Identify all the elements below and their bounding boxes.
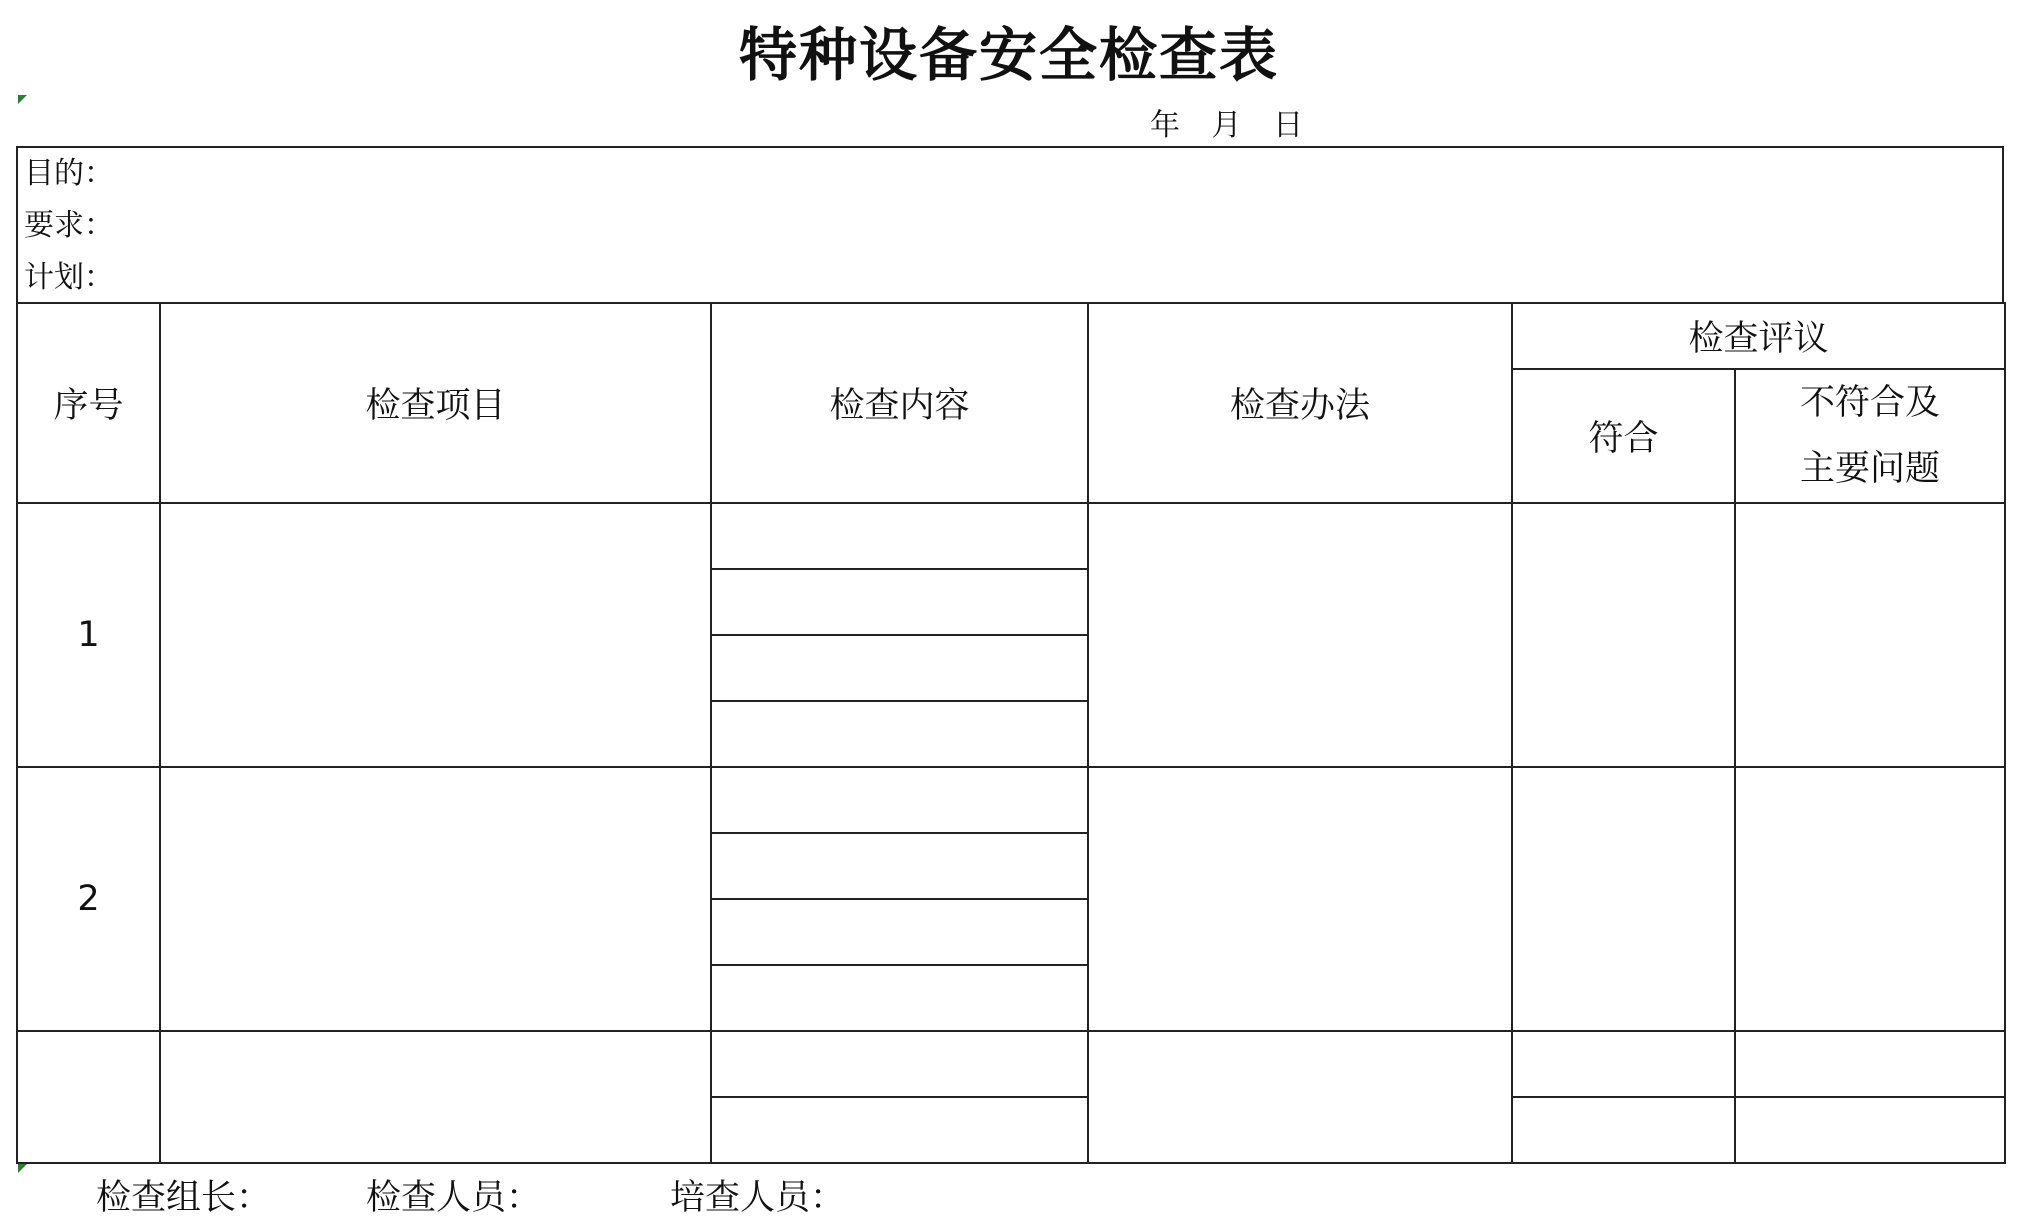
date-month: 月: [1211, 108, 1242, 143]
header-item: 检查项目: [160, 303, 711, 503]
row-content-cell[interactable]: [711, 569, 1088, 635]
cell-corner-marker: [18, 1164, 27, 1173]
header-review: 检查评议: [1512, 303, 2005, 369]
row-content-cell[interactable]: [711, 767, 1088, 833]
row-seq[interactable]: [17, 1031, 160, 1163]
row-item-cell[interactable]: [160, 503, 711, 767]
cell-corner-marker: [18, 95, 27, 104]
row-conform-cell[interactable]: [1512, 1031, 1735, 1097]
footer-trainees-label: 培查人员：: [670, 1178, 846, 1218]
header-seq: 序号: [17, 303, 160, 503]
row-nonconform-cell[interactable]: [1735, 1097, 2005, 1163]
footer-leader-label: 检查组长：: [96, 1178, 272, 1218]
date-line: [1150, 100, 1325, 144]
row-conform-cell[interactable]: [1512, 767, 1735, 1031]
inspection-table: [16, 302, 2006, 1164]
row-method-cell[interactable]: [1088, 503, 1512, 767]
date-year: 年: [1150, 108, 1180, 143]
row-nonconform-cell[interactable]: [1735, 503, 2005, 767]
row-item-cell[interactable]: [160, 767, 711, 1031]
requirement-label: 要求：: [24, 208, 114, 243]
row-content-cell[interactable]: [711, 899, 1088, 965]
row-content-cell[interactable]: [711, 1031, 1088, 1097]
row-content-cell[interactable]: [711, 833, 1088, 899]
row-content-cell[interactable]: [711, 701, 1088, 767]
row-content-cell[interactable]: [711, 503, 1088, 569]
row-item-cell[interactable]: [160, 1031, 711, 1163]
meta-section: [16, 146, 2004, 302]
row-content-cell[interactable]: [711, 635, 1088, 701]
row-content-cell[interactable]: [711, 1097, 1088, 1163]
row-conform-cell[interactable]: [1512, 503, 1735, 767]
row-nonconform-cell[interactable]: [1735, 767, 2005, 1031]
header-method: 检查办法: [1088, 303, 1512, 503]
row-method-cell[interactable]: [1088, 1031, 1512, 1163]
header-content: 检查内容: [711, 303, 1088, 503]
footer-inspectors-label: 检查人员：: [366, 1178, 542, 1218]
header-conform: 符合: [1512, 369, 1735, 503]
date-day: 日: [1273, 108, 1304, 143]
row-content-cell[interactable]: [711, 965, 1088, 1031]
row-method-cell[interactable]: [1088, 767, 1512, 1031]
form-title: 特种设备安全检查表: [738, 21, 1279, 89]
header-nonconform: [1735, 369, 2005, 503]
purpose-label: 目的：: [24, 156, 114, 191]
row-seq: 1: [17, 503, 160, 767]
header-nonconform-line2: 主要问题: [1800, 449, 1941, 489]
row-nonconform-cell[interactable]: [1735, 1031, 2005, 1097]
plan-label: 计划：: [24, 260, 114, 295]
row-seq: 2: [17, 767, 160, 1031]
header-nonconform-line1: 不符合及: [1800, 383, 1941, 423]
row-conform-cell[interactable]: [1512, 1097, 1735, 1163]
